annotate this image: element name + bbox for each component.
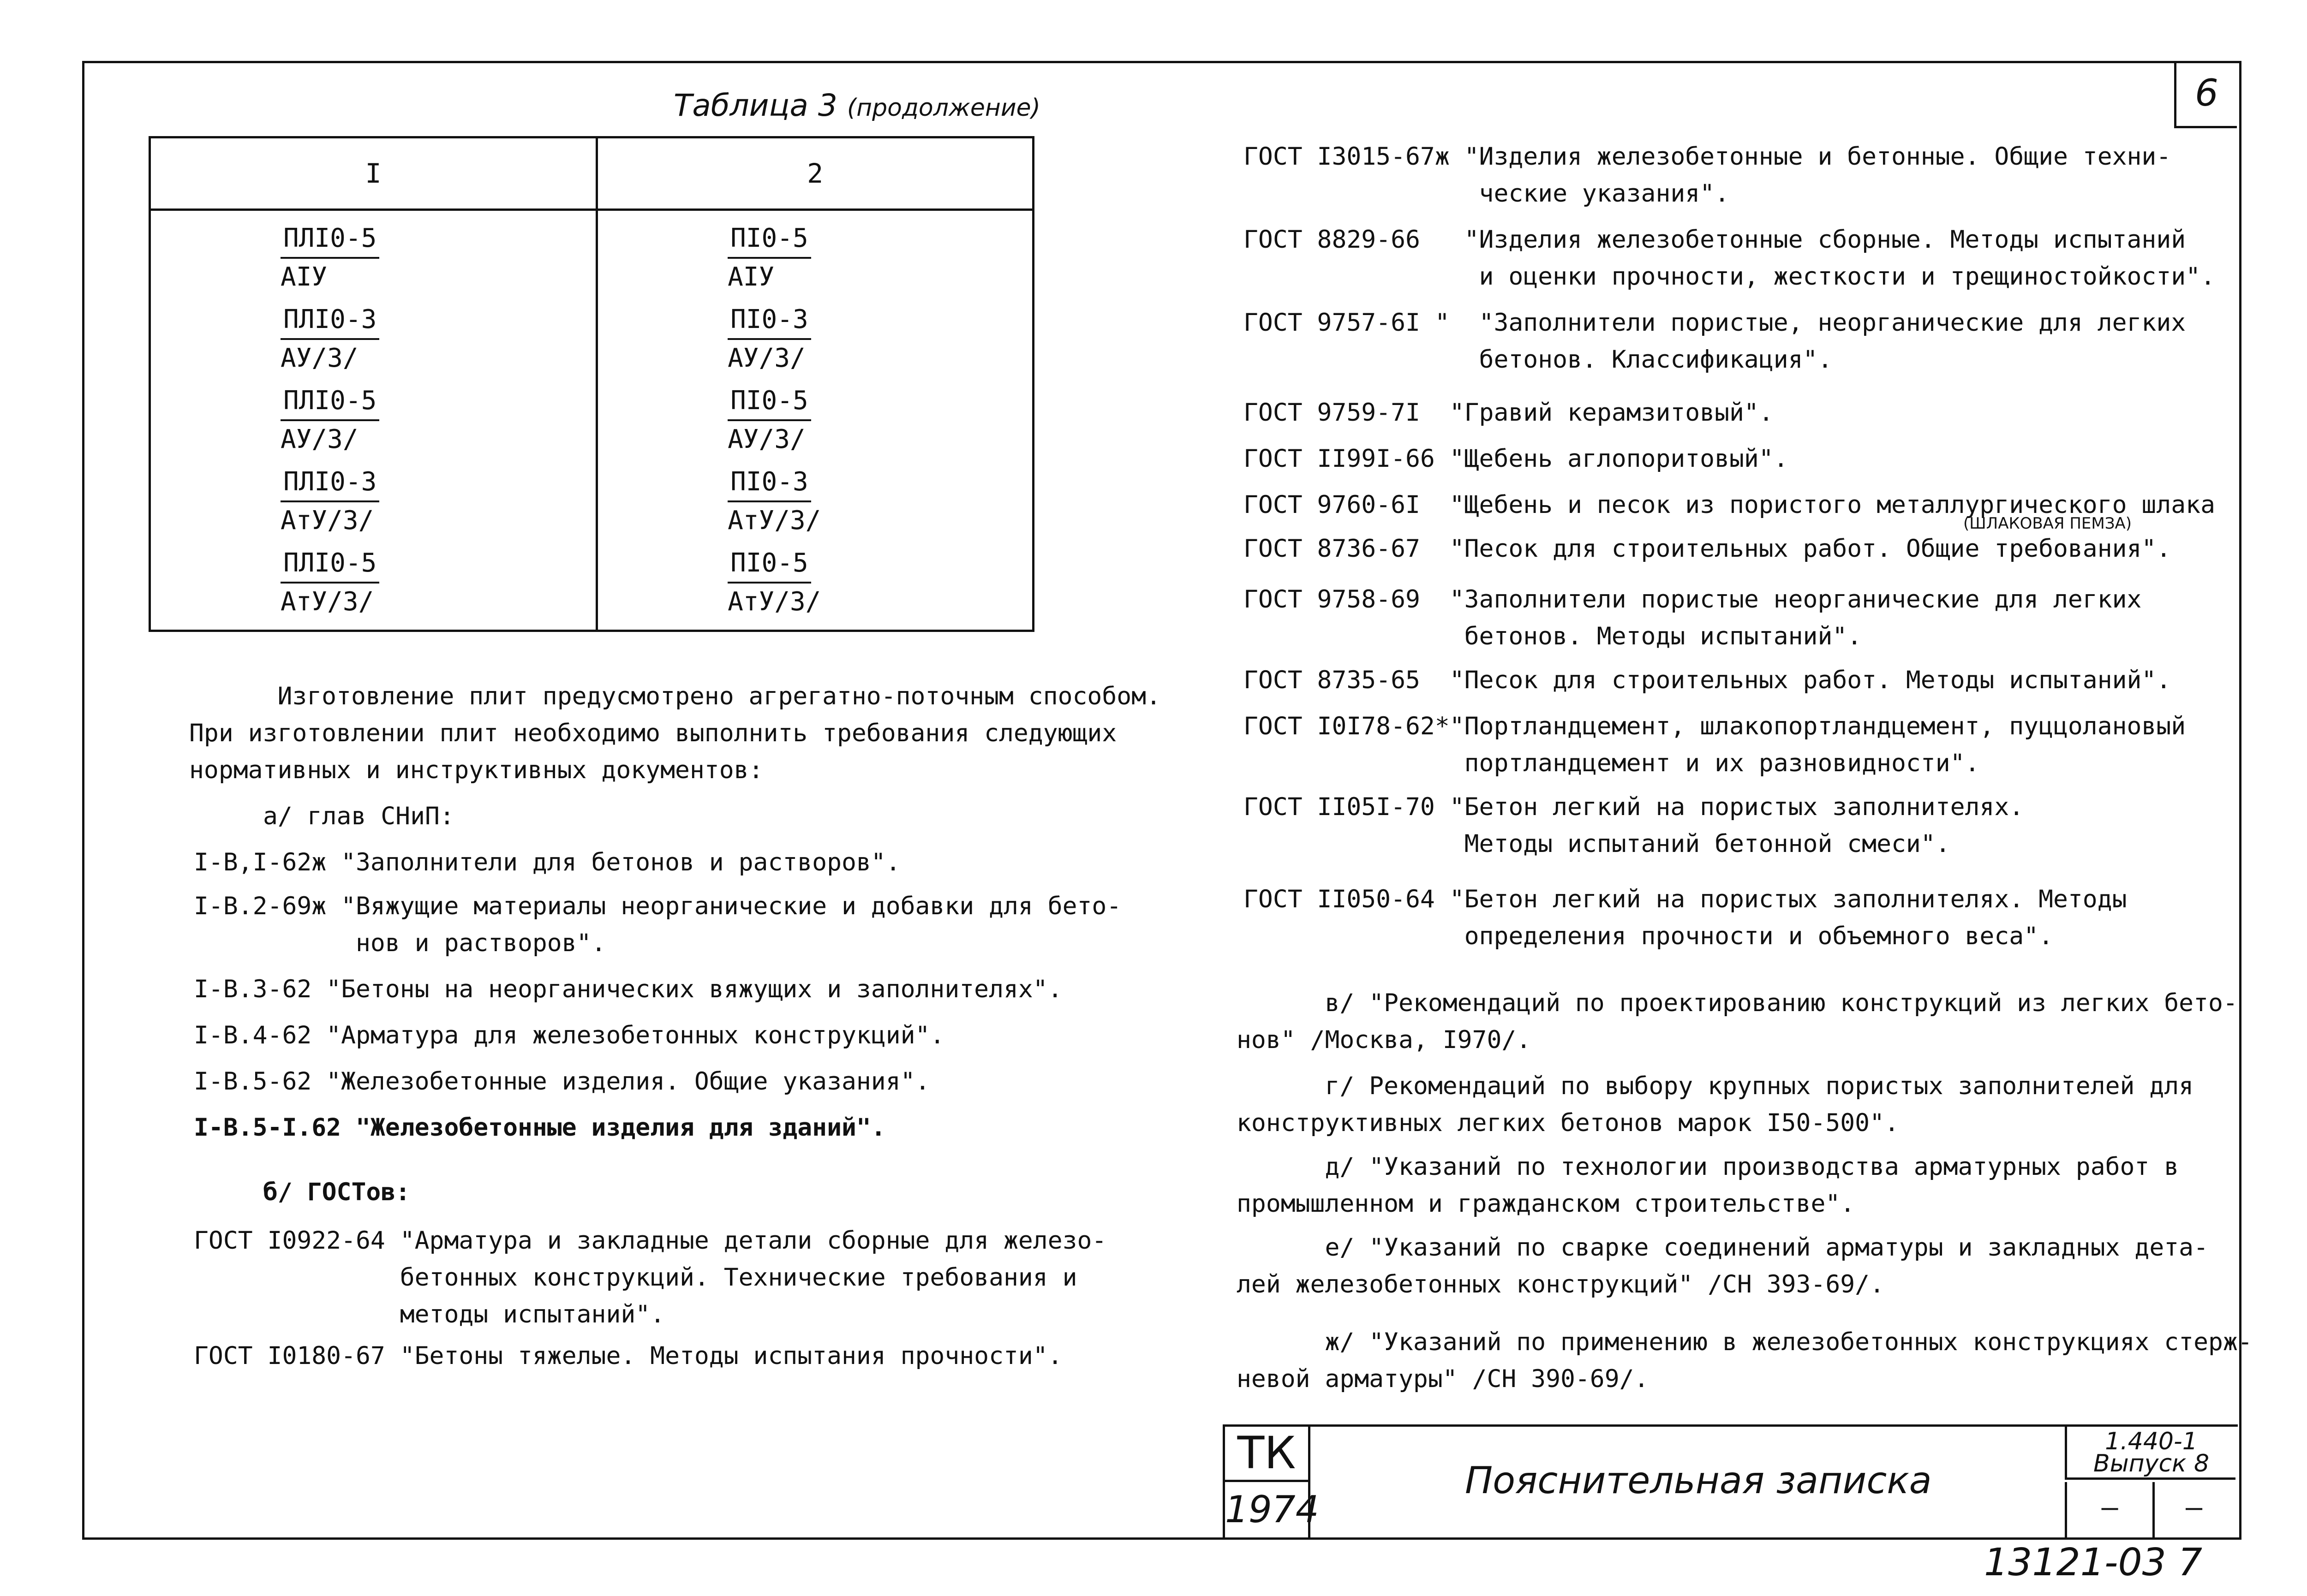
snip-item: I-B.3-62 "Бетоны на неорганических вяжущих и заполнителях". (194, 975, 1063, 1003)
table-cell: ПЛІ0-5 АІУ (151, 220, 595, 301)
gost-item: ГОСТ 8736-67 "Песок для строительных работ. Общие требования". (1243, 535, 2171, 563)
gost-item: ГОСТ II050-64 "Бетон легкий на пористых заполнителях. Методы определения прочности и объемного веса". (1243, 885, 2127, 950)
snip-item: I-B.2-69ж "Вяжущие материалы неорганические и добавки для бето- нов и растворов". (194, 892, 1122, 957)
gost-item: ГОСТ 9758-69 "Заполнители пористые неорганические для легких бетонов. Методы испытаний". (1243, 585, 2142, 650)
title-block-title: Пояснительная записка (1465, 1459, 1932, 1502)
intro-paragraph: Изготовление плит предусмотрено агрегатно-поточным способом. При изготовлении плит необходимо выполнить требования следующих нормативных и инструктивных документов: (189, 682, 1161, 784)
gost-item: ГОСТ 8829-66 "Изделия железобетонные сборные. Методы испытаний и оценки прочности, жесткости и трещиностойкости". (1243, 226, 2215, 291)
table-cell: ПЛІ0-5 АтУ/3/ (151, 545, 595, 626)
table-caption-paren: (продолжение) (847, 94, 1040, 122)
title-block-cell: — (2065, 1482, 2155, 1537)
gost-heading: б/ ГОСТов: (263, 1178, 411, 1206)
table-cell: ПІ0-5 АІУ (598, 220, 1032, 301)
gost-item: ГОСТ II05I-70 "Бетон легкий на пористых заполнителях. Методы испытаний бетонной смеси". (1243, 793, 2024, 858)
table-caption (674, 88, 1040, 123)
table-cell: ПЛІ0-3 АтУ/3/ (151, 464, 595, 545)
table-header-col2: 2 (597, 137, 1034, 210)
archive-number: 13121-03 7 (1984, 1541, 2203, 1584)
table-cell: ПІ0-5 АУ/3/ (598, 382, 1032, 464)
gost-item: ГОСТ I0I78-62*"Портландцемент, шлакопортландцемент, пуццолановый портландцемент и их разновидности". (1243, 712, 2186, 777)
doc-item: г/ Рекомендаций по выбору крупных пористых заполнителей для конструктивных легких бетонов марок I50-500". (1237, 1072, 2194, 1137)
doc-item: е/ "Указаний по сварке соединений арматуры и закладных дета- лей железобетонных конструкций" /СН 393-69/. (1237, 1233, 2208, 1298)
table-cell: ПІ0-3 АУ/3/ (598, 301, 1032, 382)
title-block (1223, 1424, 2238, 1538)
table-col2 (597, 210, 1034, 631)
title-block-org: ТК (1225, 1427, 1310, 1482)
snip-heading: а/ глав СНиП: (263, 802, 454, 830)
snip-item: I-B.5-62 "Железобетонные изделия. Общие указания". (194, 1067, 930, 1096)
table-cell: ПІ0-3 АтУ/3/ (598, 464, 1032, 545)
table-header-col1: I (150, 137, 597, 210)
slag-note: (ШЛАКОВАЯ ПЕМЗА) (1963, 514, 2132, 533)
title-block-cell: — (2185, 1491, 2203, 1524)
gost-item: ГОСТ I0922-64 "Арматура и закладные детали сборные для железо- бетонных конструкций. Технические требования и методы испытаний". (194, 1227, 1107, 1328)
table-cell: ПЛІ0-5 АУ/3/ (151, 382, 595, 464)
title-block-code: 1.440-1 Выпуск 8 (2065, 1427, 2235, 1480)
gost-item: ГОСТ 9757-6I " "Заполнители пористые, неорганические для легких бетонов. Классификация". (1243, 309, 2186, 374)
doc-item: ж/ "Указаний по применению в железобетонных конструкциях стерж- невой арматуры" /СН 390-69/. (1237, 1328, 2253, 1393)
title-block-year: 1974 (1225, 1482, 1310, 1537)
gost-item: ГОСТ II99I-66 "Щебень аглопоритовый". (1243, 445, 1788, 473)
page-number: 6 (2174, 61, 2237, 128)
table-cell: ПЛІ0-3 АУ/3/ (151, 301, 595, 382)
doc-item: в/ "Рекомендаций по проектированию конструкций из легких бето- нов" /Москва, I970/. (1237, 989, 2238, 1054)
table-caption-main: Таблица 3 (674, 88, 837, 123)
snip-item: I-B.5-I.62 "Железобетонные изделия для зданий". (194, 1114, 886, 1142)
gost-item: ГОСТ I3015-67ж "Изделия железобетонные и бетонные. Общие техни- ческие указания". (1243, 143, 2171, 208)
gost-item: ГОСТ 8735-65 "Песок для строительных работ. Методы испытаний". (1243, 666, 2171, 694)
table-3 (149, 136, 1034, 632)
gost-item: ГОСТ 9760-6I "Щебень и песок из пористого металлургического шлака (1243, 491, 2215, 519)
gost-item: ГОСТ I0180-67 "Бетоны тяжелые. Методы испытания прочности". (194, 1342, 1063, 1370)
table-col1 (150, 210, 597, 631)
gost-item: ГОСТ 9759-7I "Гравий керамзитовый". (1243, 399, 1774, 427)
doc-item: д/ "Указаний по технологии производства арматурных работ в промышленном и гражданском строительстве". (1237, 1153, 2179, 1218)
snip-item: I-B,I-62ж "Заполнители для бетонов и растворов". (194, 848, 901, 876)
snip-item: I-B.4-62 "Арматура для железобетонных конструкций". (194, 1021, 945, 1049)
table-cell: ПІ0-5 АтУ/3/ (598, 545, 1032, 626)
